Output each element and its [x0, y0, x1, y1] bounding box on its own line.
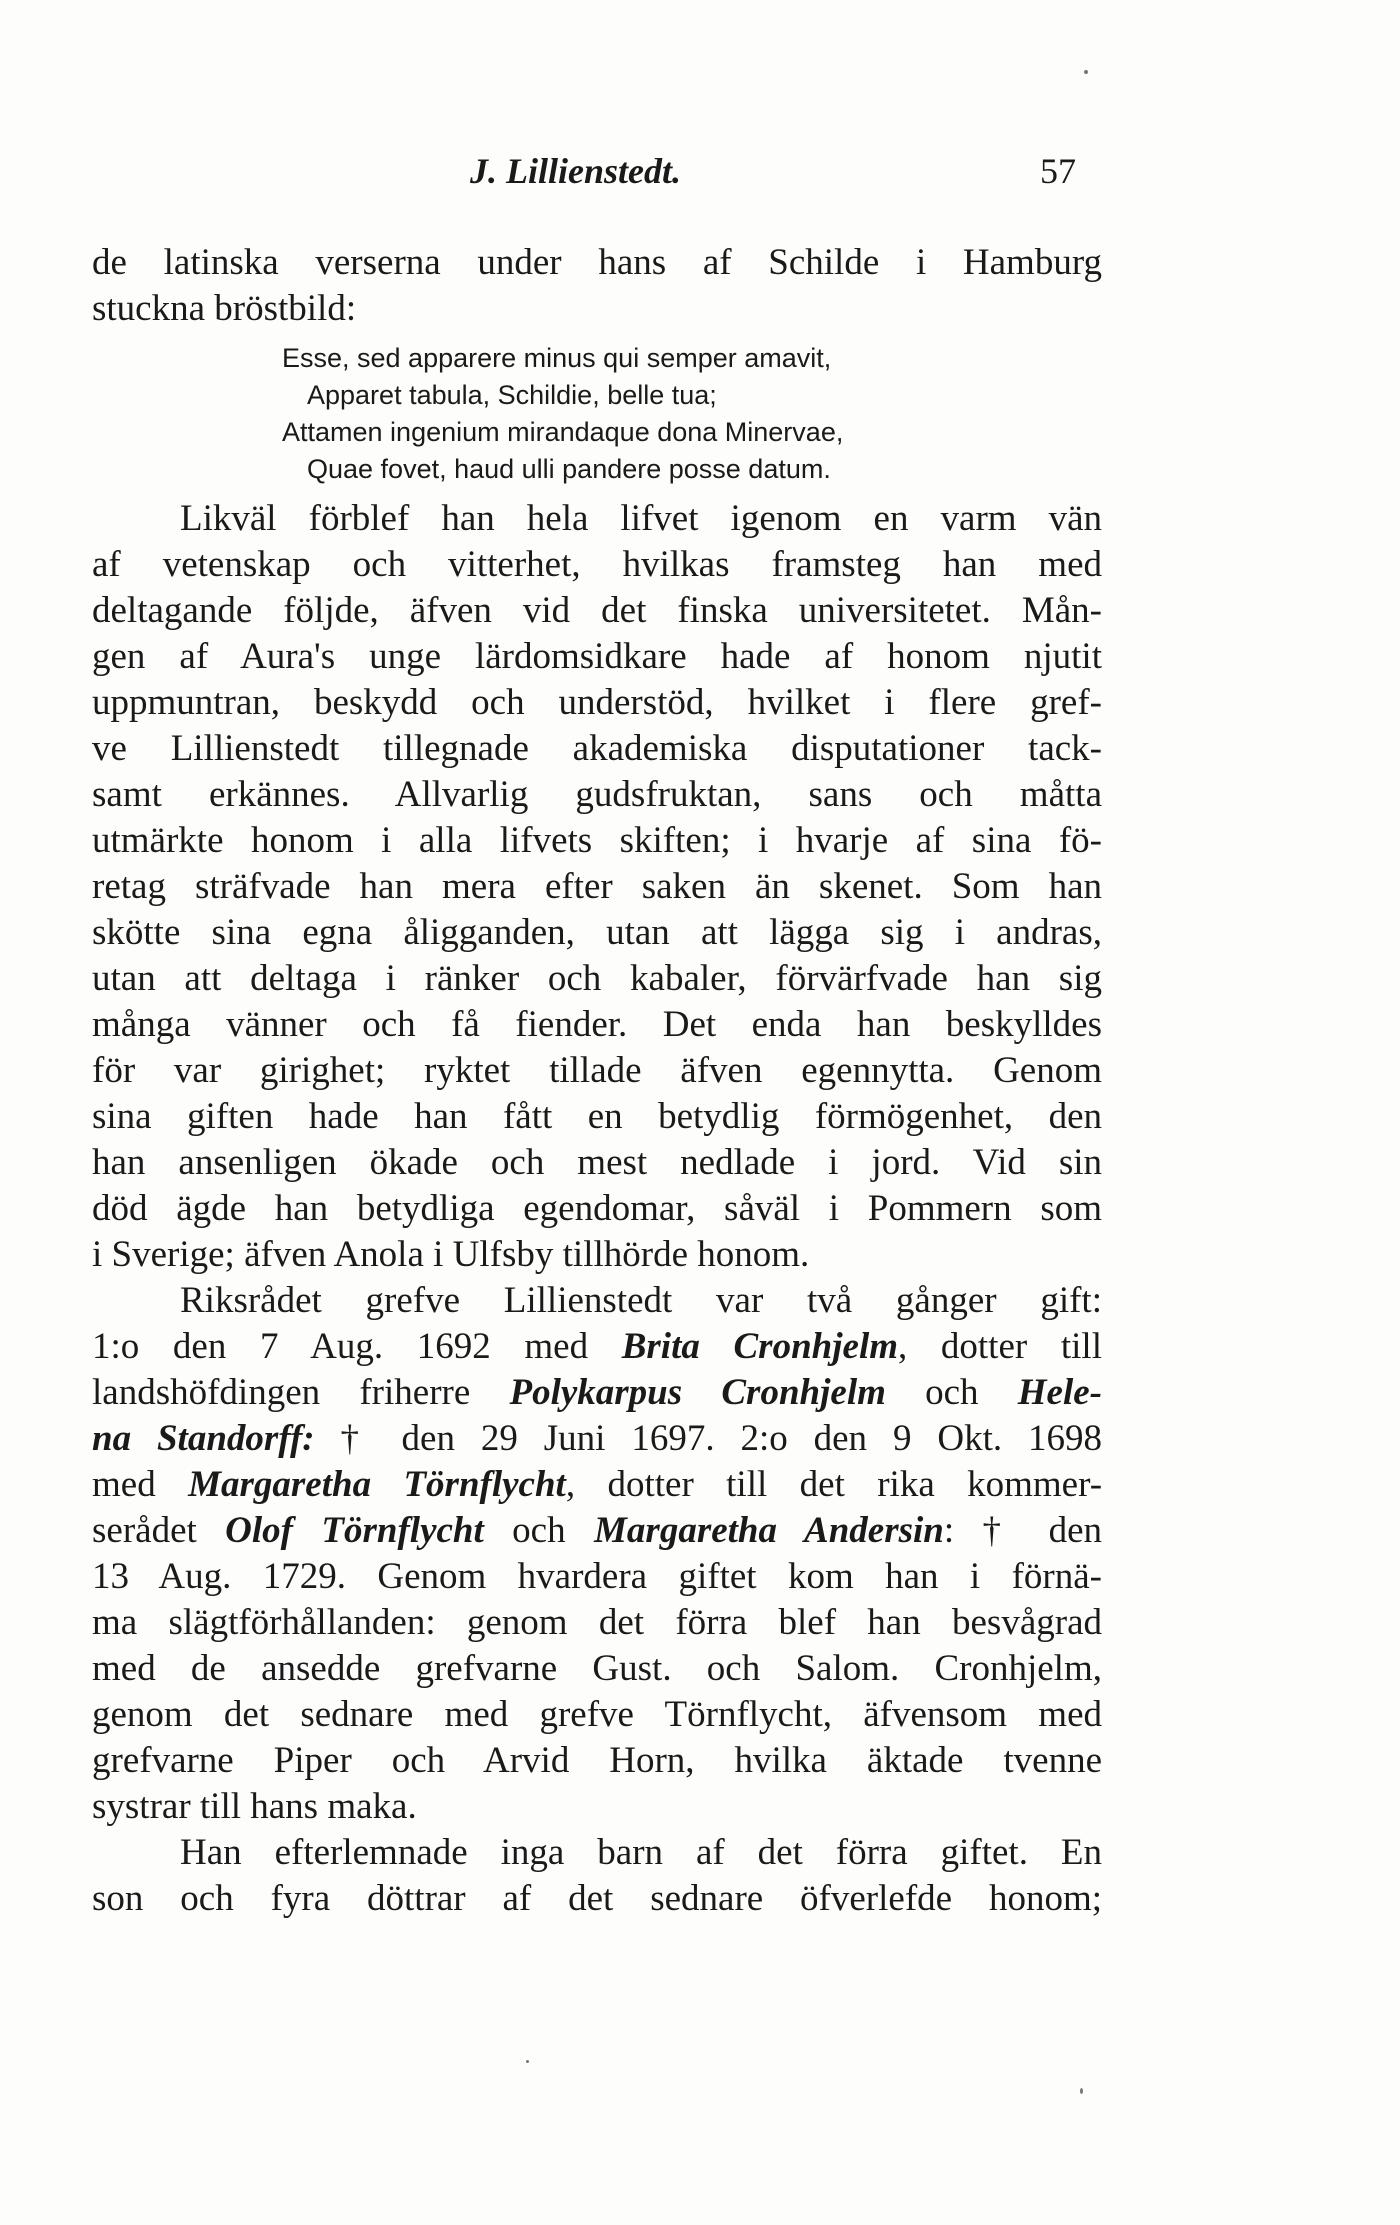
person-name: Margaretha Andersin: [594, 1510, 944, 1551]
text-line: retag sträfvade han mera efter saken än skenet. Som han: [92, 866, 1102, 907]
text-span: och: [885, 1372, 1018, 1413]
text-span: , dotter till: [898, 1326, 1102, 1367]
text-line: Riksrådet grefve Lillienstedt var två gånger gift:: [180, 1280, 1102, 1321]
text-line: ve Lillienstedt tillegnade akademiska disputationer tack-: [92, 728, 1102, 769]
page-number: 57: [1040, 151, 1076, 191]
running-title: J. Lillienstedt.: [470, 151, 681, 191]
body-text: [92, 240, 1102, 1922]
text-line: [92, 1416, 1102, 1462]
verse-line: Quae fovet, haud ulli pandere posse datum.: [307, 454, 831, 484]
text-line: för var girighet; ryktet tillade äfven egennytta. Genom: [92, 1050, 1102, 1091]
person-name: Hele-: [1017, 1372, 1102, 1413]
text-line: grefvarne Piper och Arvid Horn, hvilka äktade tvenne: [92, 1740, 1102, 1781]
paragraph-2: [92, 1278, 1102, 1830]
text-line: med de ansedde grefvarne Gust. och Salom. Cronhjelm,: [92, 1648, 1102, 1689]
text-line: skötte sina egna åligganden, utan att lägga sig i andras,: [92, 912, 1102, 953]
text-span: med: [92, 1464, 189, 1505]
person-name: na Standorff:: [92, 1418, 315, 1459]
text-line: uppmuntran, beskydd och understöd, hvilket i flere gref-: [92, 682, 1102, 723]
text-line: son och fyra döttrar af det sednare öfverlefde honom;: [92, 1878, 1102, 1919]
paragraph-3: [92, 1830, 1102, 1922]
person-name: Brita Cronhjelm: [621, 1326, 898, 1367]
text-line: sina giften hade han fått en betydlig förmögenhet, den: [92, 1096, 1102, 1137]
text-line: af vetenskap och vitterhet, hvilkas framsteg han med: [92, 544, 1102, 585]
text-line: [92, 1370, 1102, 1416]
text-line: de latinska verserna under hans af Schilde i Hamburg: [92, 242, 1102, 283]
text-line: i Sverige; äfven Anola i Ulfsby tillhörde honom.: [92, 1234, 810, 1275]
print-speck: [1084, 70, 1088, 74]
text-line: genom det sednare med grefve Törnflycht, äfvensom med: [92, 1694, 1102, 1735]
text-line: 13 Aug. 1729. Genom hvardera giftet kom han i förnä-: [92, 1556, 1102, 1597]
text-line: utan att deltaga i ränker och kabaler, förvärfvade han sig: [92, 958, 1102, 999]
text-line: [92, 1462, 1102, 1508]
text-span: landshöfdingen friherre: [92, 1372, 510, 1413]
text-line: [92, 1324, 1102, 1370]
verse-line: Esse, sed apparere minus qui semper amavit,: [282, 343, 832, 373]
paragraph-1: [92, 496, 1102, 1278]
text-line: gen af Aura's unge lärdomsidkare hade af honom njutit: [92, 636, 1102, 677]
print-speck: [1080, 2088, 1083, 2094]
person-name: Olof Törnflycht: [225, 1510, 484, 1551]
page-header: [0, 150, 1400, 200]
text-line: ma slägtförhållanden: genom det förra blef han besvågrad: [92, 1602, 1102, 1643]
text-line: stuckna bröstbild:: [92, 288, 357, 329]
person-name: Margaretha Törnflycht: [188, 1464, 566, 1505]
text-span: serådet: [92, 1510, 226, 1551]
text-span: 1:o den 7 Aug. 1692 med: [92, 1326, 622, 1367]
text-span: : † den: [943, 1510, 1103, 1551]
verse-line: Apparet tabula, Schildie, belle tua;: [307, 380, 717, 410]
latin-verse: [92, 340, 1102, 488]
text-line: Han efterlemnade inga barn af det förra giftet. En: [180, 1832, 1102, 1873]
text-span: och: [483, 1510, 595, 1551]
text-line: deltagande följde, äfven vid det finska universitetet. Mån-: [92, 590, 1102, 631]
print-speck: [526, 2060, 529, 2063]
text-line: samt erkännes. Allvarlig gudsfruktan, sans och måtta: [92, 774, 1102, 815]
text-span: † den 29 Juni 1697. 2:o den 9 Okt. 1698: [314, 1418, 1102, 1459]
text-span: , dotter till det rika kommer-: [565, 1464, 1103, 1505]
text-line: systrar till hans maka.: [92, 1786, 417, 1827]
text-line: många vänner och få fiender. Det enda han beskylldes: [92, 1004, 1102, 1045]
text-line: Likväl förblef han hela lifvet igenom en varm vän: [180, 498, 1102, 539]
text-line: död ägde han betydliga egendomar, såväl i Pommern som: [92, 1188, 1102, 1229]
text-line: utmärkte honom i alla lifvets skiften; i hvarje af sina fö-: [92, 820, 1102, 861]
text-line: [92, 1508, 1102, 1554]
text-line: han ansenligen ökade och mest nedlade i jord. Vid sin: [92, 1142, 1102, 1183]
person-name: Polykarpus Cronhjelm: [509, 1372, 886, 1413]
verse-line: Attamen ingenium mirandaque dona Minervae,: [282, 417, 844, 447]
